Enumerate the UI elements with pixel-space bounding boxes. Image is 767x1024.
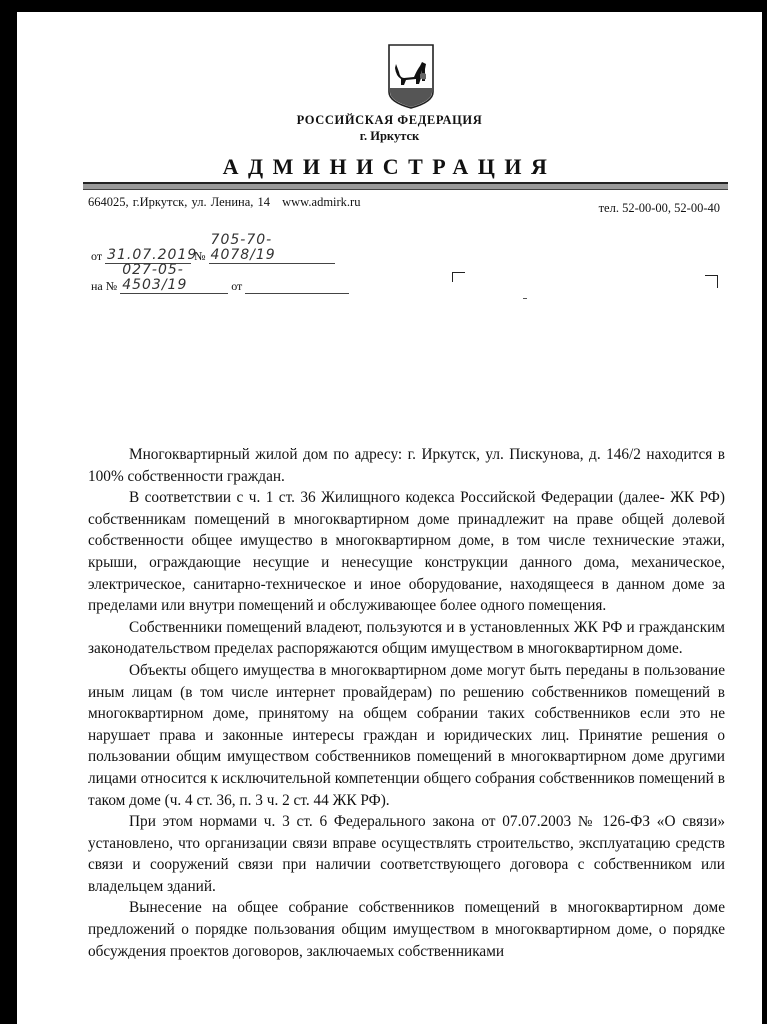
reply-date-blank [245,278,349,294]
number-label: № [194,249,206,263]
outgoing-reference [91,233,335,264]
body-paragraph: Собственники помещений владеют, пользуются и в установленных ЖК РФ и гражданским законодательством пределах распоряжаются общим имуществом в многоквартирном доме. [88,618,725,658]
scan-speck [523,298,527,299]
body-paragraph: Объекты общего имущества в многоквартирном доме могут быть переданы в пользование иным лицам (в том числе интернет провайдерам) по решению собственников помещений в многоквартирном доме, принятому на общем собрании таких собственников если это не нарушает права и законные интересы граждан и юридических лиц. Принятие решения о пользовании общим имуществом собственников помещений в многоквартирном доме другими лицами относится к исключительной компетенции общего собрания собственников помещений в таком доме (ч. 4 ст. 36, п. 3 ч. 2 ст. 44 ЖК РФ). [88,661,725,809]
address-corner-mark-left [452,272,465,282]
date-value: 31.07.2019 [107,247,198,263]
phone-numbers: тел. 52-00-00, 52-00-40 [598,201,720,215]
city-label: г. Иркутск [359,129,420,143]
reply-reference [91,263,349,294]
federation-label: РОССИЙСКАЯ ФЕДЕРАЦИЯ [296,113,483,127]
reply-value: 027-05-4503/19 [120,263,228,294]
body-paragraph: При этом нормами ч. 3 ст. 6 Федерального закона от 07.07.2003 № 126-ФЗ «О связи» установлено, что организации связи вправе осуществлять строительство, эксплуатацию средств связи и сооружений связи при наличии соответствующего договора с собственником или владельцем зданий. [88,813,725,895]
body-paragraph: Вынесение на общее собрание собственников помещений в многоквартирном доме предложений о порядке пользования общим имуществом в многоквартирном доме, о порядке обсуждения проектов договоров, заключаемых собственниками [88,899,725,960]
number-value: 705-70-4078/19 [209,233,335,264]
website-link[interactable]: www.admirk.ru [282,195,361,209]
postal-address: 664025, г.Иркутск, ул. Ленина, 14 [88,195,270,209]
organization-title: АДМИНИСТРАЦИЯ [222,154,557,179]
letter-body [88,444,725,962]
date-label: от [91,249,103,263]
header-rule [83,182,728,190]
reply-label: на № [91,279,118,293]
body-paragraph: В соответствии с ч. 1 ст. 36 Жилищного кодекса Российской Федерации (далее- ЖК РФ) собственникам помещений в многоквартирном доме принадлежит на праве общей долевой собственности общее имущество в многоквартирном доме, в том числе технические этажи, крыши, ограждающие несущие и ненесущие конструкции данного дома, механическое, электрическое, санитарно-техническое и иное оборудование, находящееся в данном доме за пределами или внутри помещений и обслуживающее более одного помещения. [88,489,725,615]
reply-from-label: от [231,279,243,293]
coat-of-arms-icon [386,42,436,110]
address-block [88,195,360,210]
letter-page [17,12,762,1024]
body-paragraph: Многоквартирный жилой дом по адресу: г. Иркутск, ул. Пискунова, д. 146/2 находится в 100% собственности граждан. [88,446,725,485]
address-corner-mark-right [705,275,718,288]
